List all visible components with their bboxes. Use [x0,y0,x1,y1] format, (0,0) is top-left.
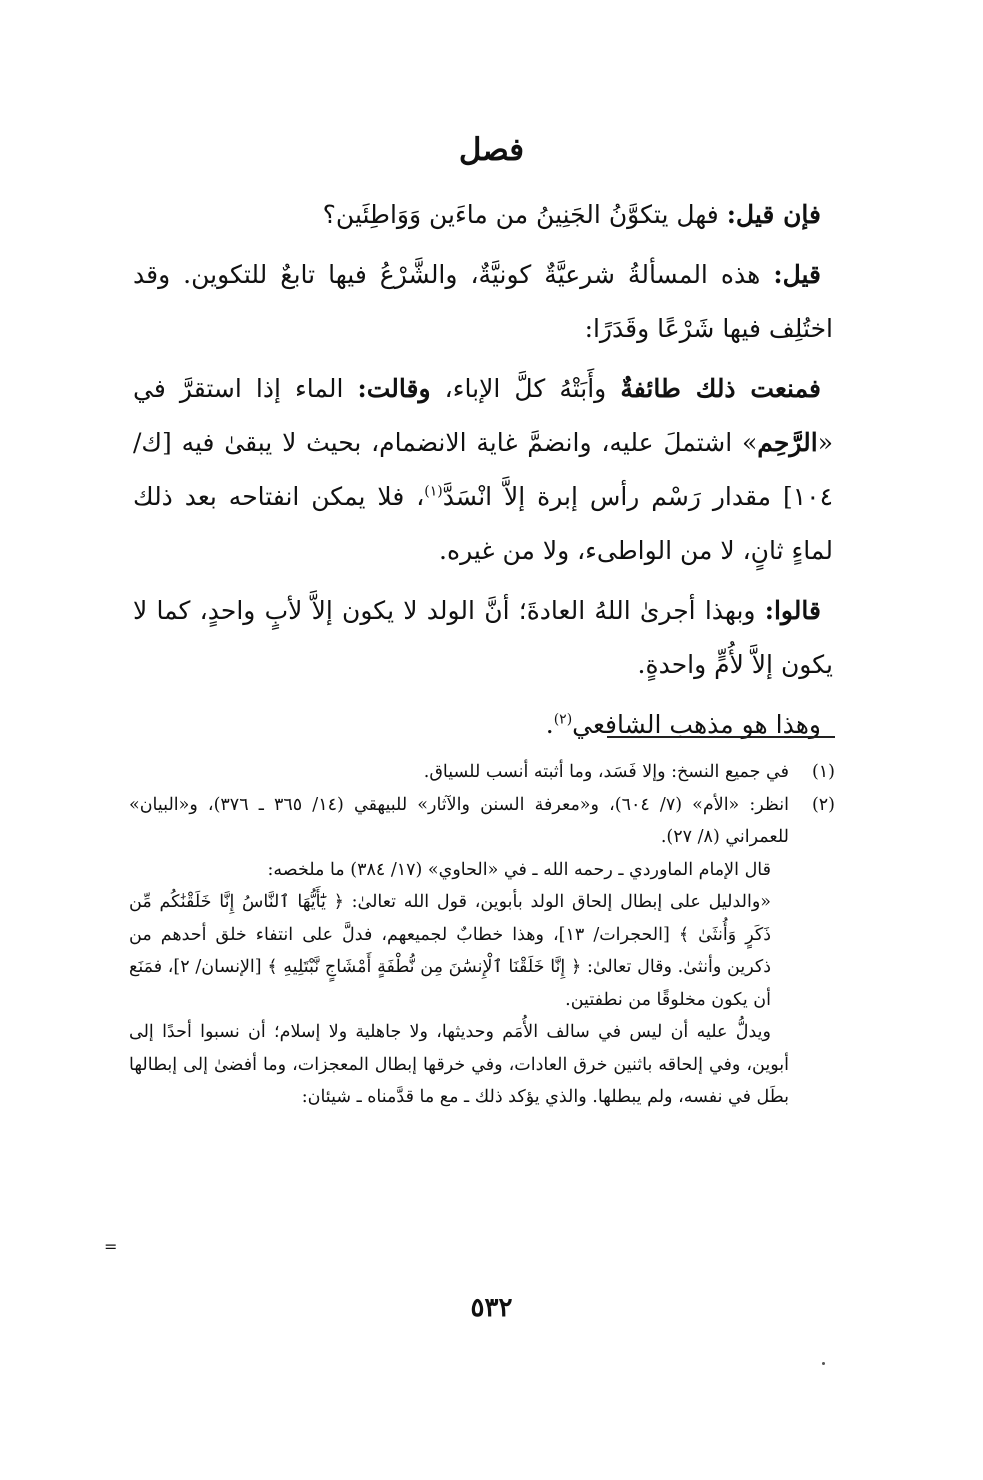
footnote-body [129,756,789,789]
footnote-quote-intro: قال الإمام الماوردي ـ رحمه الله ـ في «الحاوي» (١٧/ ٣٨٤) ما ملخصه: [267,859,771,880]
paragraph-text: الماء إذا استقرَّ في « [133,374,833,457]
paragraph-lead: قيل: [773,260,821,289]
footnote-ref-2[interactable]: (٢) [553,711,573,728]
paragraph-they-said [133,584,833,692]
paragraph-tail: . [545,710,554,739]
footnote-text: في جميع النسخ: وإلا فَسَد، وما أثبته أنسب للسياق. [423,762,789,782]
paragraph-text: فهل يتكوَّنُ الجَنِينُ من ماءَين وَوَاطِئَين؟ [322,200,727,229]
footnote-number: (١) [811,762,835,782]
paragraph-lead: فإن قيل: [726,200,821,229]
footnote-body [129,789,789,1114]
paragraph-first-opinion [133,362,833,578]
paragraph-text: » اشتملَ عليه، وانضمَّ غاية الانضمام، بحيث لا يبقىٰ فيه [ك/١٠٤] مقدار رَسْم رأس إبرة إلاَّ انْسَدَّ [133,428,834,511]
paragraph-text: وأَبَتْهُ كلَّ الإباء، [430,374,621,403]
paragraph-shafii [133,698,833,752]
footnote-1 [129,756,835,789]
footnote-ref-1[interactable]: (١) [424,483,443,500]
paragraph-lead: قالوا: [764,596,821,625]
main-text [133,188,833,758]
footnote-number: (٢) [811,794,835,815]
footnotes [129,756,835,1114]
paragraph-text: وبهذا أجرىٰ اللهُ العادةَ؛ أنَّ الولد لا يكون إلاَّ لأبٍ واحدٍ، كما لا يكون إلاَّ لأُمٍّ واحدةٍ. [133,596,833,679]
footnote-2 [129,789,835,1114]
section-heading: فصل [458,132,525,168]
paragraph-text: ، فلا يمكن انفتاحه بعد ذلك لماءٍ ثانٍ، لا من الواطىء، ولا من غيره. [133,482,833,565]
paragraph-text: هذه المسألةُ شرعيَّةٌ كونيَّةٌ، والشَّرْعُ فيها تابعٌ للتكوين. وقد اختُلِف فيها شَرْعًا وقَدَرًا: [133,260,833,343]
footnote-quote-continued: ويدلُّ عليه أن ليس في سالف الأُمَم وحديثها، ولا جاهلية ولا إسلام؛ أن نسبوا أحدًا إلى أبوين، وفي إلحاقه باثنين خرق العادات، وفي خرقها إبطال المعجزات، وما أفضىٰ إلى إبطالها بطَل في نفسه، ولم يبطلها. والذي يؤكد ذلك ـ مع ما قدَّمناه ـ شيئان: [129,1022,789,1107]
paragraph-term-womb: الرَّحِم [757,428,818,457]
paragraph-lead: فمنعت ذلك طائفةٌ [620,374,821,403]
footnote-divider [607,736,835,738]
paragraph-question [133,188,833,242]
page-number: ٥٣٢ [470,1293,513,1323]
paragraph-text: وهذا هو مذهب الشافعي [572,710,821,739]
paragraph-answer [133,248,833,356]
scan-dot [822,1362,825,1365]
paragraph-lead-said: وقالت: [357,374,431,403]
footnote-text: انظر: «الأم» (٧/ ٦٠٤)، و«معرفة السنن والآثار» للبيهقي (١٤/ ٣٦٥ ـ ٣٧٦)، و«البيان» للعمراني (٨/ ٢٧). [129,794,790,847]
continuation-mark: = [104,1237,118,1256]
footnote-quote: «والدليل على إبطال إلحاق الولد بأبوين، قول الله تعالىٰ: ﴿ يَٰٓأَيُّهَا ٱلنَّاسُ إِنَّا خَلَقْنَٰكُم مِّن ذَكَرٍ وَأُنثَىٰ ﴾ [الحجرات/ ١٣]، وهذا خطابٌ لجميعهم، فدلَّ على انتفاء خلق أحدهم من ذكرين وأنثىٰ. وقال تعالىٰ: ﴿ إِنَّا خَلَقْنَا ٱلْإِنسَٰنَ مِن نُّطْفَةٍ أَمْشَاجٍ نَّبْتَلِيهِ ﴾ [الإنسان/ ٢]، فمَنَع أن يكون مخلوقًا من نطفتين. [129,892,771,1010]
